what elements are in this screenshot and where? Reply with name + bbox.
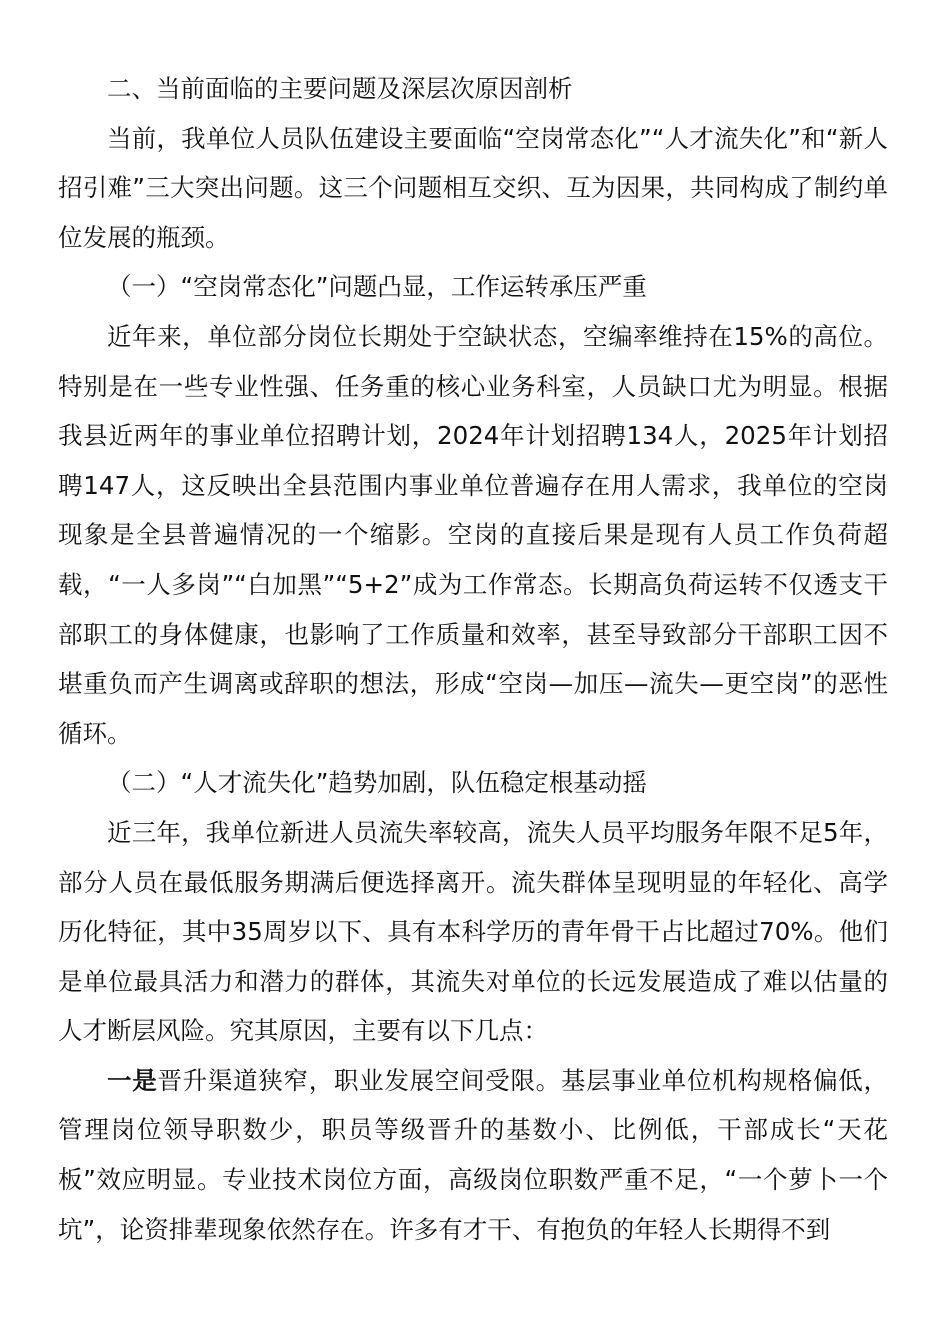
talent-loss-paragraph: 近三年，我单位新进人员流失率较高，流失人员平均服务年限不足5年，部分人员在最低服务期满后便选择离开。流失群体呈现明显的年轻化、高学历化特征，其中35周岁以下、具有本科学历的青年骨干占比超过70%。他们是单位最具活力和潜力的群体，其流失对单位的长远发展造成了难以估量的人才断层风险。究其原因，主要有以下几点： [58,817,888,1046]
intro-paragraph: 当前，我单位人员队伍建设主要面临“空岗常态化”“人才流失化”和“新人招引难”三大突出问题。这三个问题相互交织、互为因果，共同构成了制约单位发展的瓶颈。 [58,123,888,252]
point-one-paragraph [58,1056,888,1254]
point-one-lead: 一是 [107,1065,158,1095]
vacancy-paragraph: 近年来，单位部分岗位长期处于空缺状态，空编率维持在15%的高位。特别是在一些专业性强、任务重的核心业务科室，人员缺口尤为明显。根据我县近两年的事业单位招聘计划，2024年计划招聘134人，2025年计划招聘147人，这反映出全县范围内事业单位普遍存在用人需求，我单位的空岗现象是全县普遍情况的一个缩影。空岗的直接后果是现有人员工作负荷超载，“一人多岗”“白加黑”“5+2”成为工作常态。长期高负荷运转不仅透支干部职工的身体健康，也影响了工作质量和效率，甚至导致部分干部职工因不堪重负而产生调离或辞职的想法，形成“空岗—加压—流失—更空岗”的恶性循环。 [58,321,888,748]
section-heading: 二、当前面临的主要问题及深层次原因剖析 [107,74,573,103]
document-page [58,64,888,1254]
point-one-body: 晋升渠道狭窄，职业发展空间受限。基层事业单位机构规格偏低，管理岗位领导职数少，职员等级晋升的基数小、比例低，干部成长“天花板”效应明显。专业技术岗位方面，高级岗位职数严重不足，“一个萝卜一个坑”，论资排辈现象依然存在。许多有才干、有抱负的年轻人长期得不到 [58,1065,889,1244]
subheading-talent-loss: （二）“人才流失化”趋势加剧，队伍稳定根基动摇 [107,768,647,798]
subheading-vacancy: （一）“空岗常态化”问题凸显，工作运转承压严重 [107,272,647,302]
